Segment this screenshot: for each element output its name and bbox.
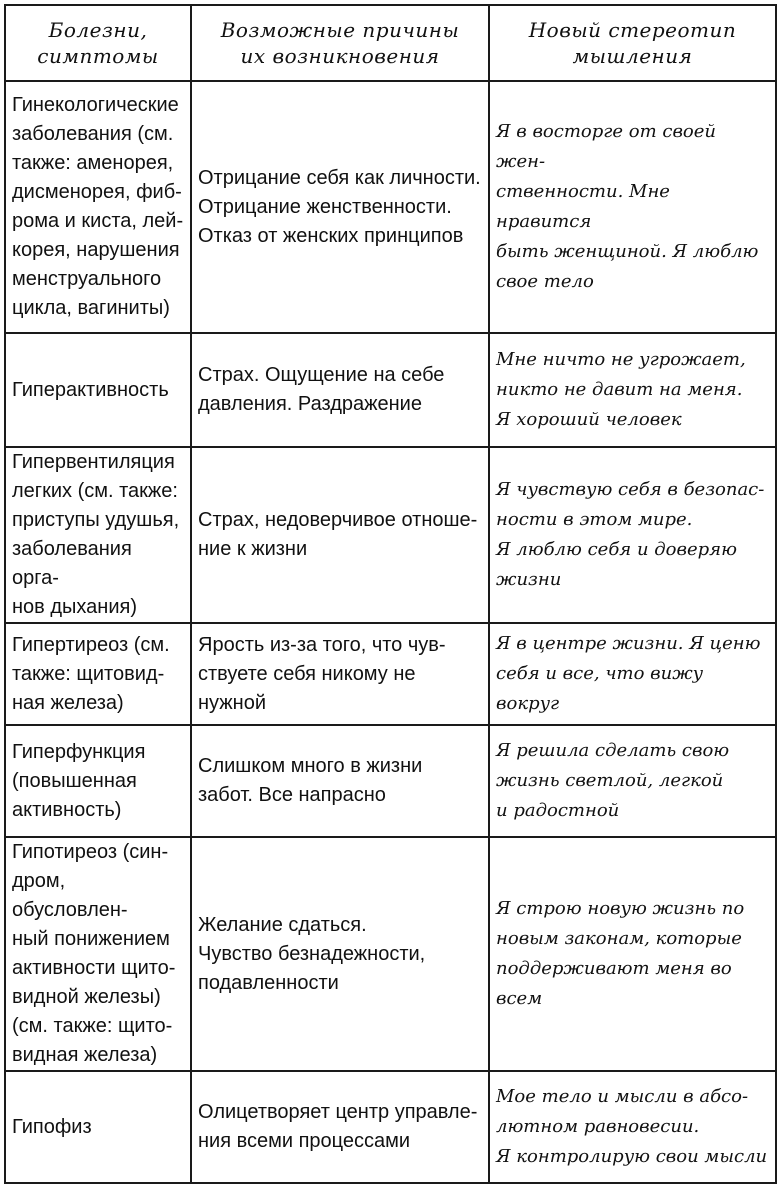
disease-cell: Гинекологические заболевания (см. также: аменорея, дисменорея, фиб- рома и киста, лей- корея, нарушения менструального цикла, вагиниты) [5,81,191,333]
cause-cell: Отрицание себя как личности. Отрицание женственности. Отказ от женских принципов [191,81,489,333]
cause-cell: Страх, недоверчивое отноше- ние к жизни [191,447,489,623]
header-diseases: Болезни, симптомы [5,5,191,81]
cause-cell: Желание сдаться. Чувство безнадежности, подавленности [191,837,489,1071]
table-header-row [5,5,776,81]
cause-cell: Слишком много в жизни забот. Все напрасно [191,725,489,837]
cause-cell: Страх. Ощущение на себе давления. Раздражение [191,333,489,447]
disease-cell: Гиперфункция (повышенная активность) [5,725,191,837]
new-thinking-cell: Я строю новую жизнь по новым законам, которые поддерживают меня во всем [489,837,776,1071]
new-thinking-cell: Мне ничто не угрожает, никто не давит на меня. Я хороший человек [489,333,776,447]
table-row [5,447,776,623]
table-row [5,837,776,1071]
table-row [5,333,776,447]
table-row [5,623,776,725]
disease-cell: Гипервентиляция легких (см. также: приступы удушья, заболевания орга- нов дыхания) [5,447,191,623]
new-thinking-cell: Я чувствую себя в безопас- ности в этом мире. Я люблю себя и доверяю жизни [489,447,776,623]
disease-cell: Гипотиреоз (син- дром, обусловлен- ный понижением активности щито- видной железы) (см. также: щито- видная железа) [5,837,191,1071]
disease-cell: Гиперактивность [5,333,191,447]
cause-cell: Ярость из-за того, что чув- ствуете себя никому не нужной [191,623,489,725]
table-row [5,1071,776,1183]
header-causes: Возможные причины их возникновения [191,5,489,81]
new-thinking-cell: Я в восторге от своей жен- ственности. Мне нравится быть женщиной. Я люблю свое тело [489,81,776,333]
new-thinking-cell: Я решила сделать свою жизнь светлой, легкой и радостной [489,725,776,837]
new-thinking-cell: Мое тело и мысли в абсо- лютном равновесии. Я контролирую свои мысли [489,1071,776,1183]
disease-cell: Гипертиреоз (см. также: щитовид- ная железа) [5,623,191,725]
cause-cell: Олицетворяет центр управле- ния всеми процессами [191,1071,489,1183]
disease-cell: Гипофиз [5,1071,191,1183]
new-thinking-cell: Я в центре жизни. Я ценю себя и все, что вижу вокруг [489,623,776,725]
header-new-thinking: Новый стереотип мышления [489,5,776,81]
diseases-table [4,4,777,1184]
table-row [5,81,776,333]
table-row [5,725,776,837]
